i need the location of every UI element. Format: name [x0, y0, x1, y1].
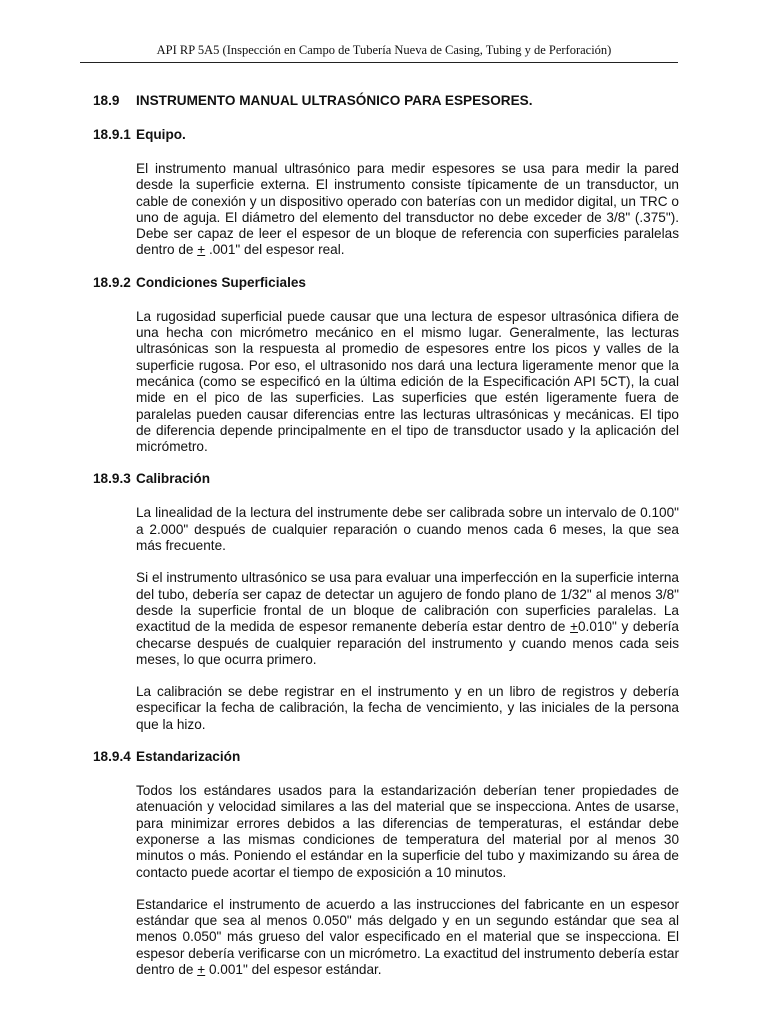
paragraph-calibracion-2: [136, 570, 679, 668]
section-title: Condiciones Superficiales: [136, 274, 306, 290]
text-run: 0.010" y debería checarse después de cualquier reparación del instrumento y cuando menos cada seis meses, lo que ocurra primero.: [136, 619, 679, 667]
section-number: 18.9.2: [93, 274, 131, 290]
section-number: 18.9.1: [93, 127, 131, 142]
section-title: INSTRUMENTO MANUAL ULTRASÓNICO PARA ESPESORES.: [136, 93, 533, 108]
paragraph-condiciones: La rugosidad superficial puede causar que una lectura de espesor ultrasónica difiera de una hecha con micrómetro mecánico en el mismo lugar. Generalmente, las lecturas ultrasónicas son la respuesta al promedio de espesores entre los picos y valles de la superficie rugosa. Por eso, el ultrasonido nos dará una lectura ligeramente menor que la mecánica (como se especificó en la última edición de la Especificación API 5CT), la cual mide en el pico de las superficies. Las superficies que estén ligeramente fuera de paralelas pueden causar diferencias entre las lecturas ultrasónicas y mecánicas. El tipo de diferencia depende principalmente en el tipo de transductor usado y la aplicación del micrómetro.: [136, 308, 679, 455]
text-run: 0.001" del espesor estándar.: [205, 961, 382, 977]
section-number: 18.9: [93, 93, 120, 108]
plus-minus-sign: +: [197, 961, 206, 977]
section-title: Estandarización: [136, 749, 241, 765]
paragraph-estandarizacion-2: [136, 897, 679, 978]
section-title: Equipo.: [136, 127, 186, 142]
paragraph-calibracion-1: La linealidad de la lectura del instrumente debe ser calibrada sobre un intervalo de 0.100" a 2.000" después de cualquier reparación o cuando menos cada 6 meses, la que sea más frecuente.: [136, 505, 679, 554]
text-run: Estandarice el instrumento de acuerdo a las instrucciones del fabricante en un espesor estándar que sea al menos 0.050" más delgado y en un segundo estándar que sea al menos 0.050" más grueso del valor especificado en el material que se inspecciona. El espesor debería verificarse con un micrómetro. La exactitud del instrumento debería estar dentro de: [136, 896, 679, 977]
document-body: [0, 93, 768, 994]
text-run: .001" del espesor real.: [205, 242, 345, 258]
plus-minus-sign: +: [570, 619, 578, 635]
section-number: 18.9.4: [93, 749, 131, 765]
section-number: 18.9.3: [93, 471, 131, 487]
header-rule: [80, 62, 678, 63]
section-heading-18-9-3: [0, 471, 768, 488]
text-run: Si el instrumento ultrasónico se usa para evaluar una imperfección en la superficie interna del tubo, debería ser capaz de detectar un agujero de fondo plano de 1/32" al menos 3/8" desde la superficie frontal de un bloque de calibración con superficies paralelas. La exactitud de la medida de espesor remanente debería estar dentro de: [136, 570, 679, 635]
text-run: El instrumento manual ultrasónico para medir espesores se usa para medir la pared desde la superficie externa. El instrumento consiste típicamente de un transductor, un cable de conexión y un dispositivo operado con baterías con un medidor digital, un TRC o uno de aguja. El diámetro del elemento del transductor no debe exceder de 3/8" (.375"). Debe ser capaz de leer el espesor de un bloque de referencia con superficies paralelas dentro de: [136, 161, 679, 258]
section-heading-18-9: [0, 93, 768, 110]
running-header: API RP 5A5 (Inspección en Campo de Tubería Nueva de Casing, Tubing y de Perforación): [156, 43, 612, 57]
paragraph-estandarizacion-1: Todos los estándares usados para la estandarización deberían tener propiedades de atenuación y velocidad similares a las del material que se inspecciona. Antes de usarse, para minimizar errores debidos a las diferencias de temperaturas, el estándar debe exponerse a las mismas condiciones de temperatura del material por al menos 30 minutos o más. Poniendo el estándar en la superficie del tubo y maximizando su área de contacto puede acortar el tiempo de exposición a 10 minutos.: [136, 783, 679, 880]
plus-minus-sign: +: [197, 242, 206, 258]
section-heading-18-9-1: [0, 127, 768, 144]
paragraph-equipo: [136, 161, 679, 259]
section-heading-18-9-2: [0, 275, 768, 292]
section-heading-18-9-4: [0, 749, 768, 766]
paragraph-calibracion-3: La calibración se debe registrar en el instrumento y en un libro de registros y debería especificar la fecha de calibración, la fecha de vencimiento, y las iniciales de la persona que la hizo.: [136, 684, 679, 732]
section-title: Calibración: [136, 471, 211, 487]
